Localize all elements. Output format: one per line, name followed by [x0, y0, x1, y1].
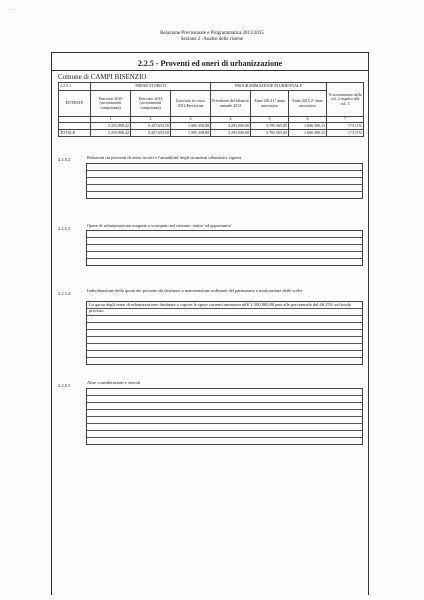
- section-title: 2.2.5 - Proventi ed oneri di urbanizzazione: [137, 59, 283, 68]
- table-cell: 3.785.565,00: [251, 130, 289, 137]
- column-number: 4: [211, 117, 251, 123]
- column-header: Anno 2014 1° anno successivo: [251, 91, 289, 117]
- column-header: Previsione del bilancio annuale 2013: [211, 91, 251, 117]
- quota-description: La quota degli oneri di urbanizzazione destinata a coprire le spese correnti ammonta ad € 1.500.000,00 pari alle percentuale del 46,15% sul totale previsto: [89, 302, 351, 313]
- table-cell: 1.985.358,88: [171, 130, 211, 137]
- table-cell: 1.696.390,15: [289, 130, 327, 137]
- trend-header: TREND STORICO: [91, 83, 211, 91]
- column-header: Esercizio in corso 2012 Previsione: [171, 91, 211, 117]
- subsection-number: 2.2.5.5: [58, 383, 71, 388]
- table-cell: 5.457.653,50: [131, 130, 171, 137]
- column-number: 3: [171, 117, 211, 123]
- column-header: Anno 2015 2° anno successivo: [289, 91, 327, 117]
- table-cell: 3.293.000,00: [211, 123, 251, 130]
- column-number: 2: [131, 117, 171, 123]
- percent-header: % scostamento della col. 4 rispetto alla col. 3: [327, 83, 364, 117]
- section-divider: [51, 70, 369, 71]
- column-number: 7: [327, 117, 364, 123]
- subsection-title: Individuazione della quota dei proventi da destinare a manutenzione ordinaria del patrimonio e motivazione delle scelte: [87, 288, 303, 293]
- table-cell: 173.11%: [327, 130, 364, 137]
- programming-header: PROGRAMMAZIONE PLURIENNALE: [211, 83, 327, 91]
- totale-label: TOTALE: [59, 130, 91, 137]
- scan-mark: · · ·: [8, 8, 16, 13]
- text-box-altre: [86, 388, 363, 445]
- text-box-opere: [86, 230, 363, 266]
- text-box-relazioni: [86, 163, 363, 199]
- table-cell: 5.255.808,42: [91, 123, 131, 130]
- table-cell: 1.696.390,15: [289, 123, 327, 130]
- comune-label: Comune di CAMPI BISENZIO: [58, 73, 147, 81]
- subsection-title: Altre considerazioni e vincoli: [87, 380, 141, 385]
- column-header: Esercizio 2010 (accertamenti competenza): [91, 91, 131, 117]
- table-cell: 3.785.565,00: [251, 123, 289, 130]
- entrate-label: ENTRATE: [59, 91, 91, 117]
- table-cell: 1.985.358,88: [171, 123, 211, 130]
- subsection-number: 2.2.5.2: [58, 157, 71, 162]
- subsection-title: Opere di urbanizzazione eseguite a scomputo nel triennio: entita' ed opportunita': [87, 223, 232, 228]
- table-row-total: [59, 130, 364, 137]
- table-row: [59, 123, 364, 130]
- table-cell: 173.11%: [327, 123, 364, 130]
- subsection-number: 2.2.5.4: [58, 291, 71, 296]
- column-number: 6: [289, 117, 327, 123]
- table-cell: 5.457.653,50: [131, 123, 171, 130]
- header-line-1: Relazione Previsionale e Programmatica 2013/2015: [160, 31, 264, 36]
- revenue-table: [58, 82, 364, 137]
- subsection-number: 2.2.5.3: [58, 226, 71, 231]
- table-code: 2.2.5.1: [59, 83, 91, 91]
- subsection-title: Relazioni tra proventi di oneri iscritti e l'attuabilità' degli strumenti urbanistici vigenti: [87, 155, 241, 160]
- column-number: 5: [251, 117, 289, 123]
- table-cell: 5.255.808,42: [91, 130, 131, 137]
- column-number: 1: [91, 117, 131, 123]
- header-line-2: Sezione 2 -Analisi delle risorse: [180, 37, 244, 42]
- column-header: Esercizio 2011 (accertamenti competenza): [131, 91, 171, 117]
- table-cell: 3.293.000,00: [211, 130, 251, 137]
- scan-mark: ·: [30, 14, 32, 19]
